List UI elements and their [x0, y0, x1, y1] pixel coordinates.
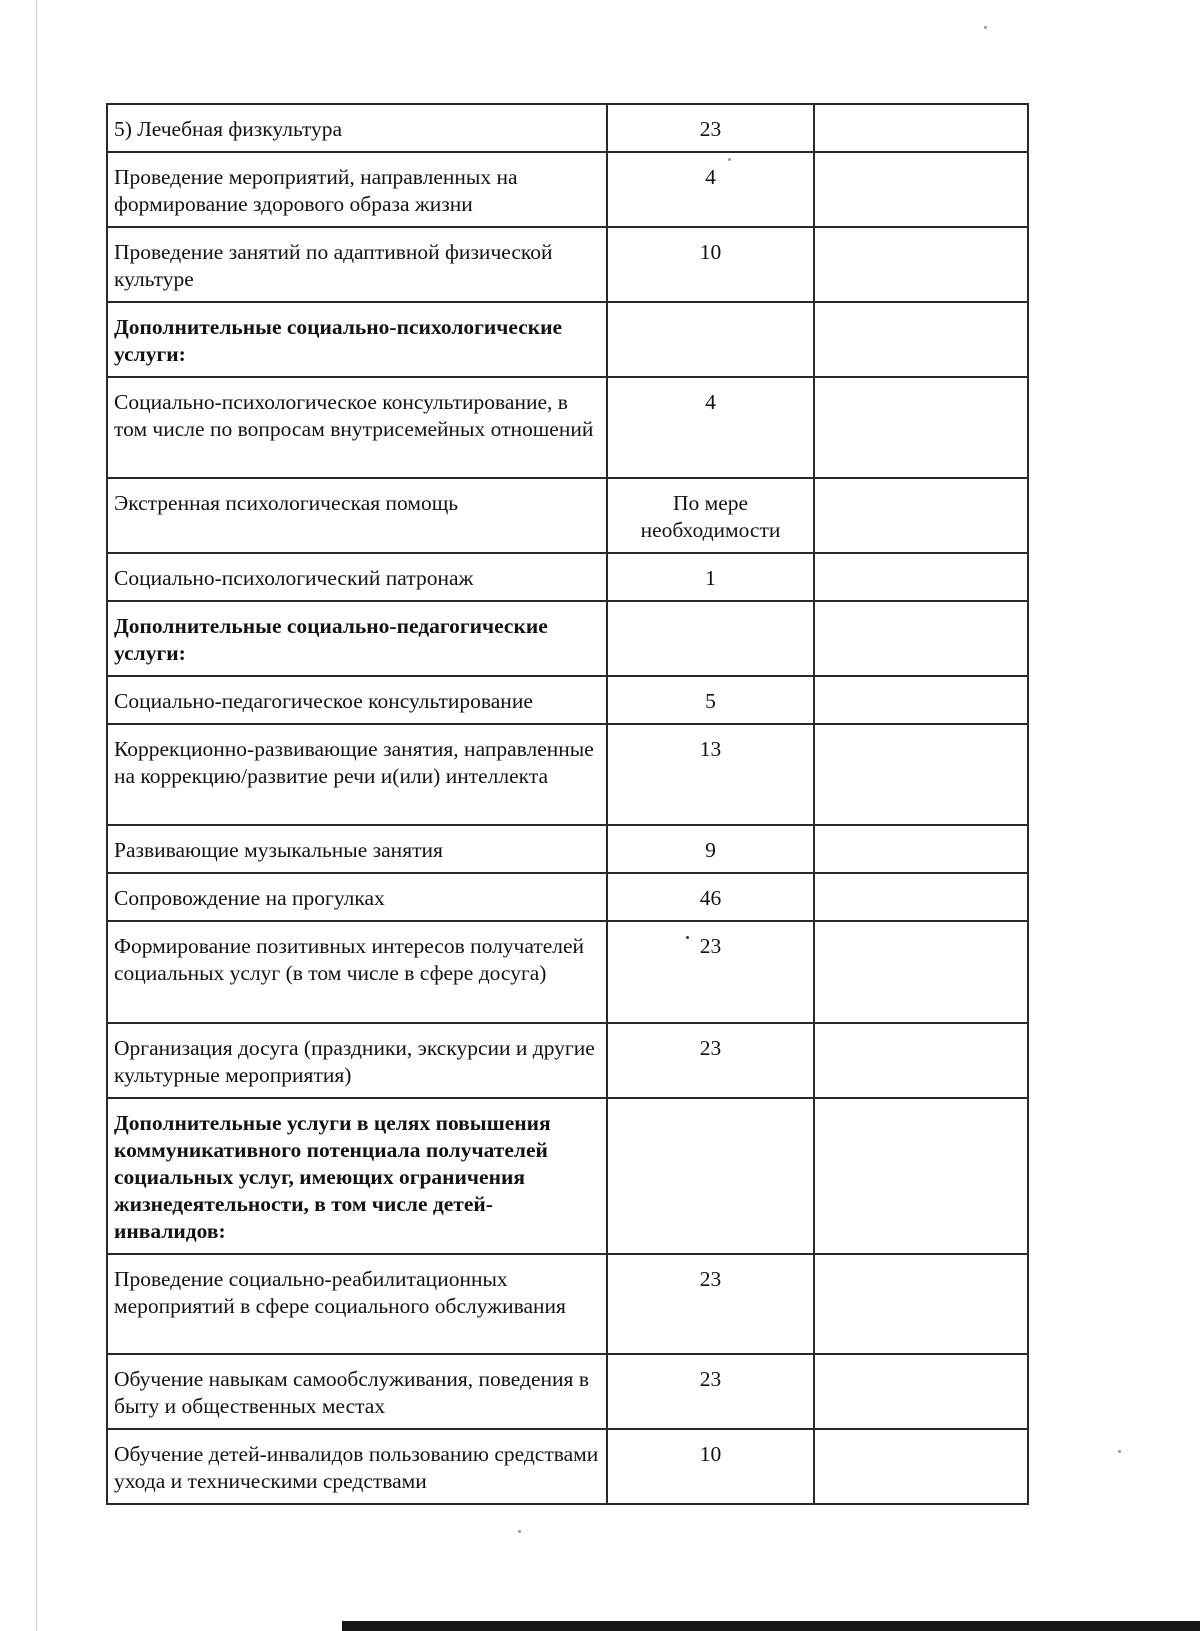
service-name-cell: Обучение навыкам самообслуживания, поведения в быту и общественных местах [107, 1354, 607, 1429]
section-heading-cell: Дополнительные услуги в целях повышения коммуникативного потенциала получателей социальных услуг, имеющих ограничения жизнедеятельности, в том числе детей-инвалидов: [107, 1098, 607, 1254]
section-header-row [107, 1098, 1028, 1254]
table-row [107, 1429, 1028, 1504]
empty-cell [814, 676, 1028, 724]
section-header-row [107, 302, 1028, 377]
table-row [107, 724, 1028, 825]
empty-cell [814, 1098, 1028, 1254]
empty-cell [814, 873, 1028, 921]
empty-cell [814, 724, 1028, 825]
service-count-cell: 13 [607, 724, 814, 825]
scan-speck [686, 936, 689, 939]
empty-cell [814, 227, 1028, 302]
empty-cell [814, 104, 1028, 152]
service-count-cell: 10 [607, 1429, 814, 1504]
service-count-cell: 46 [607, 873, 814, 921]
service-name-cell: Проведение мероприятий, направленных на формирование здорового образа жизни [107, 152, 607, 227]
service-name-cell: Экстренная психологическая помощь [107, 478, 607, 553]
empty-cell [814, 825, 1028, 873]
section-heading-cell: Дополнительные социально-педагогические услуги: [107, 601, 607, 676]
service-count-cell: 23 [607, 921, 814, 1023]
table-row [107, 1354, 1028, 1429]
table-row [107, 1023, 1028, 1098]
service-count-cell: 23 [607, 1354, 814, 1429]
empty-cell [814, 377, 1028, 478]
table-row [107, 825, 1028, 873]
service-count-cell: 9 [607, 825, 814, 873]
service-count-cell: 23 [607, 1023, 814, 1098]
section-heading-cell: Дополнительные социально-психологические услуги: [107, 302, 607, 377]
scan-speck [728, 158, 731, 161]
scan-bottom-edge [342, 1621, 1200, 1631]
scan-speck [518, 1530, 521, 1533]
empty-cell [814, 921, 1028, 1023]
scan-speck [984, 26, 987, 29]
table-row [107, 873, 1028, 921]
service-name-cell: Социально-психологический патронаж [107, 553, 607, 601]
service-count-cell: 4 [607, 377, 814, 478]
service-name-cell: Социально-психологическое консультирование, в том числе по вопросам внутрисемейных отношений [107, 377, 607, 478]
empty-cell [814, 152, 1028, 227]
service-name-cell: 5) Лечебная физкультура [107, 104, 607, 152]
table-row [107, 553, 1028, 601]
service-count-cell: 23 [607, 1254, 814, 1354]
table-row [107, 227, 1028, 302]
service-count-cell [607, 1098, 814, 1254]
table-row [107, 104, 1028, 152]
service-count-cell: 1 [607, 553, 814, 601]
service-name-cell: Проведение социально-реабилитационных мероприятий в сфере социального обслуживания [107, 1254, 607, 1354]
empty-cell [814, 553, 1028, 601]
empty-cell [814, 1023, 1028, 1098]
section-header-row [107, 601, 1028, 676]
service-name-cell: Социально-педагогическое консультирование [107, 676, 607, 724]
service-count-cell: 23 [607, 104, 814, 152]
empty-cell [814, 601, 1028, 676]
empty-cell [814, 302, 1028, 377]
service-count-cell: 5 [607, 676, 814, 724]
service-count-cell: 4 [607, 152, 814, 227]
table-row [107, 921, 1028, 1023]
empty-cell [814, 1354, 1028, 1429]
table-row [107, 377, 1028, 478]
table-row [107, 152, 1028, 227]
empty-cell [814, 1429, 1028, 1504]
service-name-cell: Формирование позитивных интересов получателей социальных услуг (в том числе в сфере досуга) [107, 921, 607, 1023]
empty-cell [814, 1254, 1028, 1354]
page-edge-line [36, 0, 37, 1631]
services-table [106, 103, 1029, 1505]
service-count-cell [607, 302, 814, 377]
service-count-cell: По мере необходимости [607, 478, 814, 553]
service-name-cell: Сопровождение на прогулках [107, 873, 607, 921]
service-name-cell: Коррекционно-развивающие занятия, направленные на коррекцию/развитие речи и(или) интеллекта [107, 724, 607, 825]
table-row [107, 478, 1028, 553]
service-name-cell: Организация досуга (праздники, экскурсии и другие культурные мероприятия) [107, 1023, 607, 1098]
table-row [107, 1254, 1028, 1354]
service-count-cell [607, 601, 814, 676]
service-name-cell: Развивающие музыкальные занятия [107, 825, 607, 873]
service-name-cell: Проведение занятий по адаптивной физической культуре [107, 227, 607, 302]
service-count-cell: 10 [607, 227, 814, 302]
scan-speck [1118, 1450, 1121, 1453]
empty-cell [814, 478, 1028, 553]
table-row [107, 676, 1028, 724]
service-name-cell: Обучение детей-инвалидов пользованию средствами ухода и техническими средствами [107, 1429, 607, 1504]
